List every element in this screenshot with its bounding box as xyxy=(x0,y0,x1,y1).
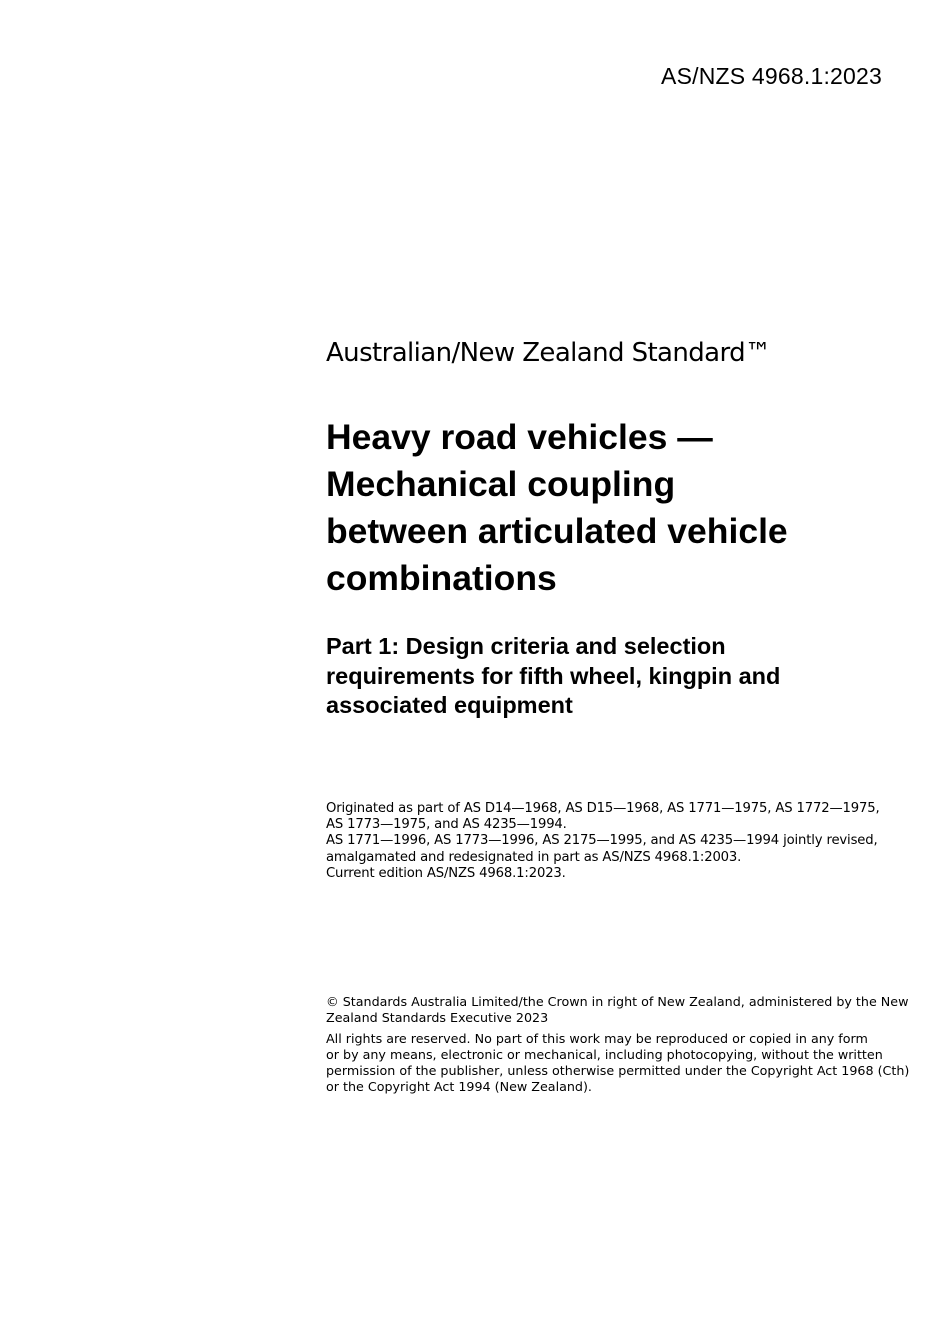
copyright-line: © Standards Australia Limited/the Crown in right of New Zealand, administered by the New xyxy=(326,994,909,1009)
history-line: AS 1771—1996, AS 1773—1996, AS 2175—1995, and AS 4235—1994 jointly revised, xyxy=(326,833,878,849)
document-subtitle xyxy=(326,632,896,721)
document-title xyxy=(326,414,896,602)
rights-line: All rights are reserved. No part of this work may be reproduced or copied in any form xyxy=(326,1031,868,1047)
copyright-line: Zealand Standards Executive 2023 xyxy=(326,1009,549,1025)
rights-line: or the Copyright Act 1994 (New Zealand). xyxy=(326,1078,592,1094)
copyright-block xyxy=(326,994,910,1100)
publication-history xyxy=(326,801,896,882)
subtitle-line: associated equipment xyxy=(326,692,573,718)
rights-line: or by any means, electronic or mechanical, including photocopying, without the written xyxy=(326,1047,883,1063)
history-line: Originated as part of AS D14—1968, AS D15—1968, AS 1771—1975, AS 1772—1975, xyxy=(326,801,880,816)
rights-statement xyxy=(326,1031,910,1094)
title-line: Mechanical coupling xyxy=(326,464,676,504)
title-line: combinations xyxy=(326,558,557,598)
rights-line: permission of the publisher, unless otherwise permitted under the Copyright Act 1968 (Cth) xyxy=(326,1062,910,1078)
subtitle-line: Part 1: Design criteria and selection xyxy=(326,633,726,659)
title-line: between articulated vehicle xyxy=(326,511,788,551)
title-line: Heavy road vehicles — xyxy=(326,417,713,457)
history-line: amalgamated and redesignated in part as AS/NZS 4968.1:2003. xyxy=(326,849,742,865)
copyright-notice xyxy=(326,994,909,1025)
standard-series-label: Australian/New Zealand Standard™ xyxy=(326,338,771,368)
document-number: AS/NZS 4968.1:2023 xyxy=(661,63,882,89)
subtitle-line: requirements for fifth wheel, kingpin and xyxy=(326,662,781,689)
history-line: Current edition AS/NZS 4968.1:2023. xyxy=(326,865,566,881)
history-line: AS 1773—1975, and AS 4235—1994. xyxy=(326,817,567,833)
